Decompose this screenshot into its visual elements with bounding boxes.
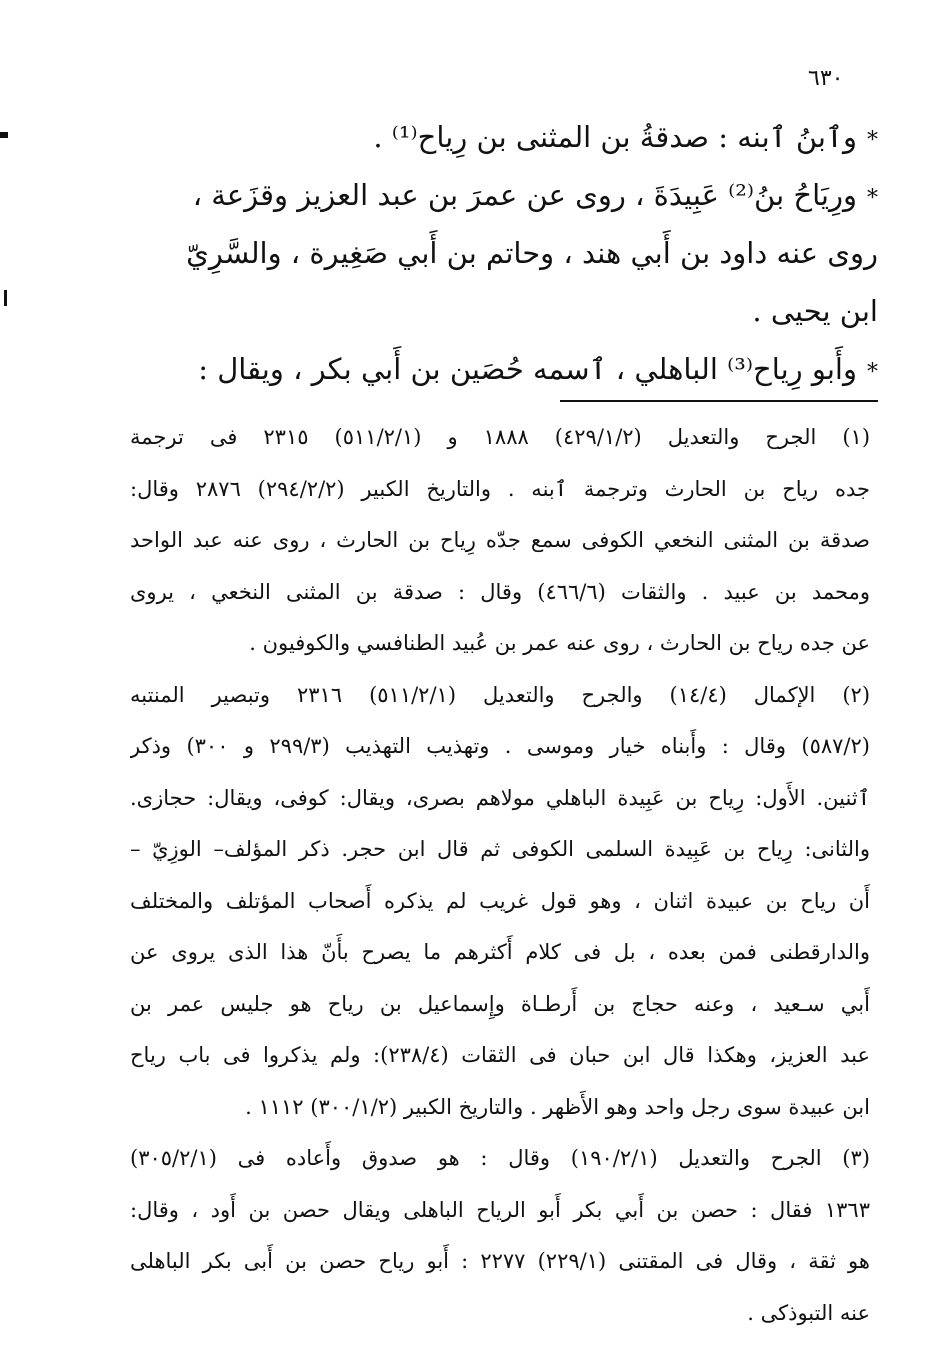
footnote-separator — [560, 400, 878, 402]
page-number: ٦٣٠ — [808, 66, 844, 91]
footnote-line: عنه التبوذكى . — [747, 1300, 870, 1325]
footnote-line: والدارقطنى فمن بعده ، بل فى كلام أَكثرهم ما يصرح بأَنّ هذا الذى يروى عن — [130, 940, 870, 964]
main-line: ابن يحيى . — [752, 294, 878, 328]
main-text — [120, 108, 878, 398]
footnote-line: ١٣٦٣ فقال : حصن بن أَبي بكر أَبو الرياح الباهلى ويقال حصن بن أَود ، وقال: — [130, 1197, 870, 1222]
footnote-line: ابن عبيدة سوى رجل واحد وهو الأَظهر . والتاريخ الكبير (٣٠٠/١/٢) ١١١٢ . — [245, 1094, 870, 1119]
footnote-line: ومحمد بن عبيد . والثقات (٤٦٦/٦) وقال : صدقة بن المثنى النخعي ، يروى — [130, 579, 870, 604]
main-line: * وٱبنُ ٱبنه : صدقةُ بن المثنى بن رِياح⁽¹⁾ . — [120, 108, 878, 166]
footnote-line: (٥٨٧/٢) وقال : وأَبناه خيار وموسى . وتهذيب التهذيب (٢٩٩/٣ و ٣٠٠) وذكر — [130, 734, 870, 758]
margin-mark — [4, 290, 7, 306]
footnote-line: جده رياح بن الحارث وترجمة ٱبنه . والتاريخ الكبير (٢٩٤/٢/٢) ٢٨٧٦ وقال: — [130, 476, 870, 501]
footnote-line: أَن رياح بن عبيدة اثنان ، وهو قول غريب لم يذكره أَصحاب المؤتلف والمختلف — [130, 888, 870, 913]
footnote-line: (٢) الإكمال (١٤/٤) والجرح والتعديل (٥١١/٢/١) ٢٣١٦ وتبصير المنتبه — [130, 682, 870, 707]
main-line: * ورِيَاحُ بنُ⁽²⁾ عَبِيدَةَ ، روى عن عمرَ بن عبد العزيز وقزَعة ، — [120, 166, 878, 224]
footnote-line: أَبي سـعيد ، وعنه حجاج بن أَرطـاة وإِسماعيل بن رياح هو جليس عمر بن — [130, 991, 870, 1016]
main-line: روى عنه داود بن أَبي هند ، وحاتم بن أَبي صَغِيرة ، والسَّرِيّ — [186, 236, 878, 270]
footnote-line: (١) الجرح والتعديل (٤٢٩/١/٢) ١٨٨٨ و (٥١١/٢/١) ٢٣١٥ فى ترجمة — [130, 425, 870, 449]
footnote-line: (٣) الجرح والتعديل (١٩٠/٢/١) وقال : هو صدوق وأَعاده فى (٣٠٥/٢/١) — [130, 1146, 870, 1170]
footnote-line: عن جده رياح بن الحارث ، روى عنه عمر بن عُبيد الطنافسي والكوفيون . — [249, 631, 870, 655]
footnote-line: ٱثنين. الأَول: رِياح بن عَبِيدة الباهلي مولاهم بصرى، ويقال: كوفى، ويقال: حجازى. — [130, 785, 870, 810]
margin-mark — [0, 132, 8, 138]
footnote-line: صدقة بن المثنى النخعي الكوفى سمع جدّه رِياح بن الحارث ، روى عنه عبد الواحد — [130, 528, 870, 552]
footnote-line: هو ثقة ، وقال فى المقتنى (٢٢٩/١) ٢٢٧٧ : أَبو رياح حصن بن أَبى بكر الباهلى — [130, 1249, 870, 1273]
footnotes — [130, 412, 870, 1339]
footnote-line: والثانى: رِياح بن عَبِيدة السلمى الكوفى ثم قال ابن حجر. ذكر المؤلف– الوزِيّ – — [130, 837, 870, 861]
main-line: * وأَبو رِياح⁽³⁾ الباهلي ، ٱسمه حُصَين بن أَبي بكر ، ويقال : — [120, 340, 878, 398]
footnote-line: عبد العزيز، وهكذا قال ابن حبان فى الثقات (٢٣٨/٤): ولم يذكروا فى باب رياح — [130, 1043, 870, 1067]
